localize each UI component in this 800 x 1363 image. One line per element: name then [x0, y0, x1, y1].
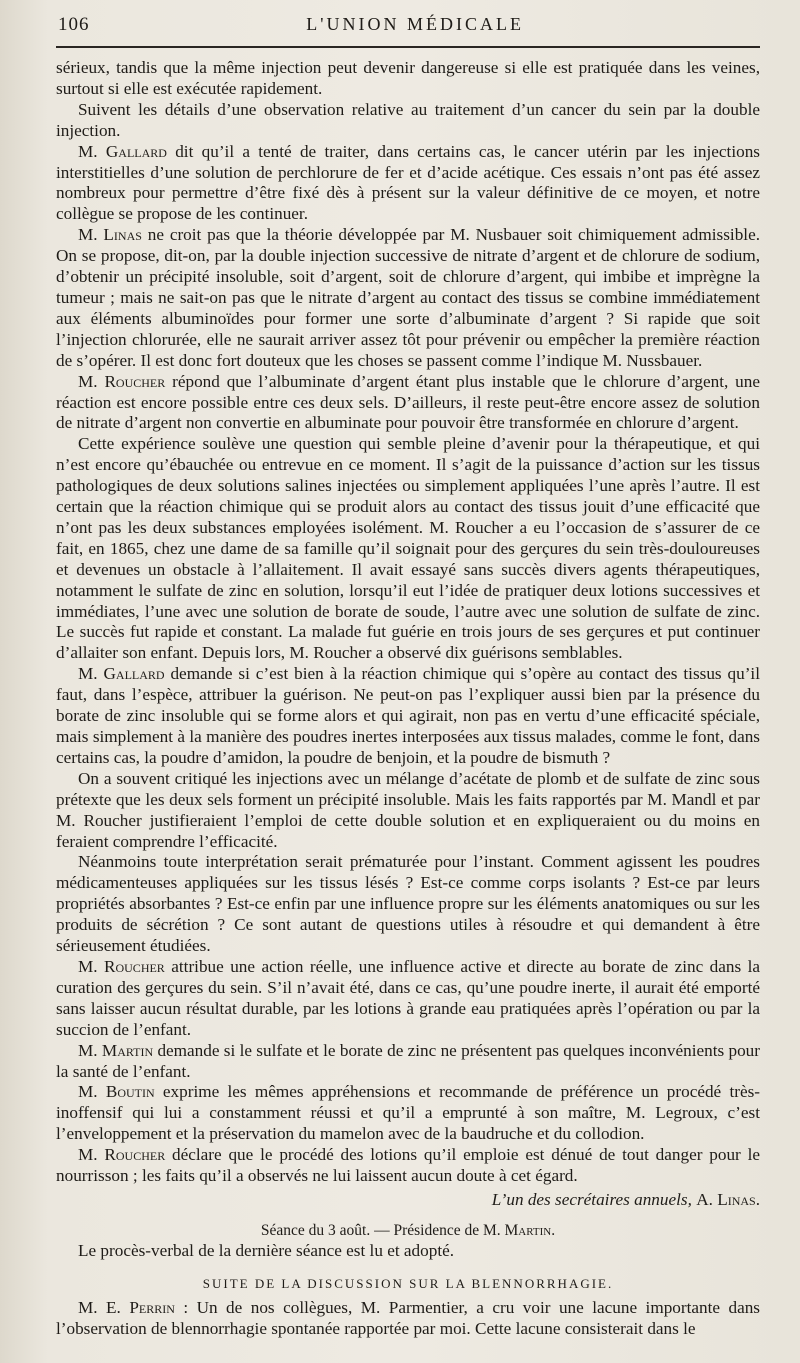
paragraph-p11: [56, 1041, 760, 1083]
speaker-name: Roucher: [104, 371, 166, 391]
paragraph-p10: [56, 957, 760, 1041]
paragraph-p01: [56, 58, 760, 100]
speaker-name: Boutin: [105, 1082, 155, 1102]
paragraph-text: M.: [78, 1040, 102, 1060]
paragraph-last: [56, 1298, 760, 1340]
running-header: [56, 14, 760, 36]
paragraph-text: répond que l’albuminate d’argent étant plus instable que le chlorure d’argent, une réaction est encore possible entre ces deux sels. D’ailleurs, il reste peut-être encore assez de solution de nitrate d’argent non convertie en albuminate pour pouvoir être transformée en chlorure d’argent.: [56, 371, 760, 433]
article-body: [56, 58, 760, 1340]
paragraph-text: : Un de nos collègues, M. Parmentier, a cru voir une lacune importante dans l’observation de blennorrhagie spontanée rapportée par moi. Cette lacune consisterait dans le: [56, 1297, 760, 1338]
signature-role: L’un des secrétaires annuels,: [491, 1189, 692, 1209]
paragraph-p03: [56, 142, 760, 226]
paragraph-text: M.: [78, 371, 105, 391]
paragraph-p04: [56, 225, 760, 371]
seance-punct: .: [551, 1221, 556, 1239]
paragraph-p06: [56, 434, 760, 664]
speaker-name: Roucher: [104, 956, 165, 976]
paragraph-text: Cette expérience soulève une question qui semble pleine d’avenir pour la thérapeutique, et qui n’est encore qu’ébauchée ou entrevue en ce moment. Il s’agit de la puissance d’action sur les tissus pathologiques de deux solutions salines injectées ou simplement appliquées l’une après l’autre. Il est certain que la réaction chimique qui se produit alors au contact des tissus jouit d’une efficacité que n’ont pas les deux substances employées isolément. M. Roucher a eu l’occasion de s’assurer de ce fait, en 1865, chez une dame de sa famille qu’il soignait pour des gerçures du sein très-douloureuses et devenues un obstacle à l’allaitement. Il avait essayé sans succès divers agents thérapeutiques, notamment le sulfate de zinc en solution, lorsqu’il eut l’idée de pratiquer deux lotions successives et immédiates, l’une avec une solution de borate de soude, l’autre avec une solution de sulfate de zinc. Le succès fut rapide et constant. La malade fut guérie en trois jours de ses gerçures et put continuer d’allaiter son enfant. Depuis lors, M. Roucher a observé dix guérisons semblables.: [56, 434, 760, 663]
paragraph-text: M. E.: [78, 1297, 130, 1317]
paragraph-list: [56, 58, 760, 1187]
paragraph-text: déclare que le procédé des lotions qu’il emploie est dénué de tout danger pour le nourrisson ; les faits qu’il a observés ne lui laissent aucun doute à cet égard.: [56, 1145, 760, 1186]
speaker-name: Perrin: [129, 1297, 175, 1317]
paragraph-p02: [56, 100, 760, 142]
paragraph-text: exprime les mêmes appréhensions et recommande de préférence un procédé très-inoffensif qui lui a constamment réussi et qu’il a emprunté à son maître, M. Legroux, c’est l’enveloppement et la préservation du mamelon avec de la baudruche et du collodion.: [56, 1082, 760, 1144]
speaker-name: Gallard: [103, 664, 165, 684]
seance-heading: [56, 1221, 760, 1241]
speaker-name: Linas: [103, 225, 142, 245]
paragraph-p13: [56, 1145, 760, 1187]
paragraph-text: M.: [78, 664, 104, 684]
proces-verbal: Le procès-verbal de la dernière séance est lu et adopté.: [78, 1240, 455, 1260]
paragraph-text: Néanmoins toute interprétation serait prématurée pour l’instant. Comment agissent les poudres médicamenteuses appliquées sur les tissus lésés ? Est-ce comme corps isolants ? Est-ce par leurs propriétés absorbantes ? Est-ce enfin par une influence propre sur les éléments anatomiques ou sur les produits de sécrétion ? Ce sont autant de questions utiles à résoudre et qui demandent à être sérieusement étudiées.: [56, 852, 760, 956]
paragraph-text: M.: [78, 141, 106, 161]
paragraph-text: Suivent les détails d’une observation relative au traitement d’un cancer du sein par la double injection.: [56, 99, 760, 140]
paragraph-p09: [56, 852, 760, 957]
paragraph-text: sérieux, tandis que la même injection peut devenir dangereuse si elle est pratiquée dans les veines, surtout si elle est exécutée rapidement.: [56, 58, 760, 98]
paragraph-p05: [56, 372, 760, 435]
paragraph-text: demande si le sulfate et le borate de zinc ne présentent pas quelques inconvénients pour la santé de l’enfant.: [56, 1040, 760, 1081]
paragraph-text: ne croit pas que la théorie développée par M. Nusbauer soit chimiquement admissible. On se propose, dit-on, par la double injection successive de nitrate d’argent et de chlorure de sodium, d’obtenir un précipité insoluble, soit d’argent, soit de chlorure d’argent, qui imbibe et imprègne la tumeur ; mais ne sait-on pas que le nitrate d’argent au contact des tissus se combine immédiatement aux éléments albuminoïdes pour former une sorte d’albuminate d’argent ? Si rapide que soit l’injection chlorurée, elle ne saurait arriver assez tôt pour prévenir ou empêcher la première réaction de s’opérer. Il est donc fort douteux que les choses se passent comme l’indique M. Nussbauer.: [56, 225, 760, 370]
paragraph-text: attribue une action réelle, une influence active et directe au borate de zinc dans la curation des gerçures du sein. S’il n’avait été, dans ce cas, qu’une poudre inerte, il aurait été emporté sans laisser aucun résultat durable, par les lotions à grande eau pratiquées après l’opération ou par la succion de l’enfant.: [56, 956, 760, 1039]
page-number: 106: [58, 14, 90, 35]
section-title: SUITE DE LA DISCUSSION SUR LA BLENNORRHAGIE.: [202, 1275, 614, 1291]
paragraph-text: On a souvent critiqué les injections avec un mélange d’acétate de plomb et de sulfate de zinc sous prétexte que les deux sels forment un précipité insoluble. Mais les faits rapportés par M. Mandl et par M. Roucher justifieraient l’emploi de cette double solution et en expliqueraient ou du moins en feraient comprendre l’efficacité.: [56, 768, 760, 851]
speaker-name: Martin: [101, 1040, 154, 1060]
paragraph-text: M.: [78, 1082, 106, 1102]
header-rule: [56, 46, 760, 48]
signature: [56, 1189, 760, 1211]
paragraph-p07: [56, 664, 760, 769]
seance-text: Séance du 3 août. — Présidence de M.: [260, 1221, 505, 1239]
paragraph-text: M.: [78, 956, 105, 976]
paragraph-text: dit qu’il a tenté de traiter, dans certains cas, le cancer utérin par les injections interstitielles d’une solution de perchlorure de fer et d’acide acétique. Ces essais n’ont pas été assez nombreux pour permettre d’être fixé dès à présent sur la valeur définitive de ce moyen, et notre collègue se propose de les continuer.: [56, 141, 760, 224]
paragraph-p12: [56, 1082, 760, 1145]
paragraph-p08: [56, 769, 760, 853]
signature-name: A. Linas.: [696, 1189, 760, 1209]
seance-president: Martin: [504, 1221, 552, 1239]
speaker-name: Roucher: [104, 1145, 166, 1165]
paragraph-text: demande si c’est bien à la réaction chimique qui s’opère au contact des tissus qu’il faut, dans l’espèce, attribuer la guérison. Ne peut-on pas l’expliquer aussi bien par la présence du borate de zinc insoluble qui se forme alors et qui agirait, non pas en vertu d’une efficacité spéciale, mais simplement à la manière des poudres inertes interposées aux tissus malades, comme le font, dans certains cas, la poudre d’amidon, la poudre de benjoin, et la poudre de bismuth ?: [56, 664, 760, 767]
paragraph-text: M.: [78, 1145, 105, 1165]
journal-title: L'UNION MÉDICALE: [306, 14, 524, 34]
speaker-name: Gallard: [105, 141, 167, 161]
paragraph-text: M.: [78, 225, 104, 245]
